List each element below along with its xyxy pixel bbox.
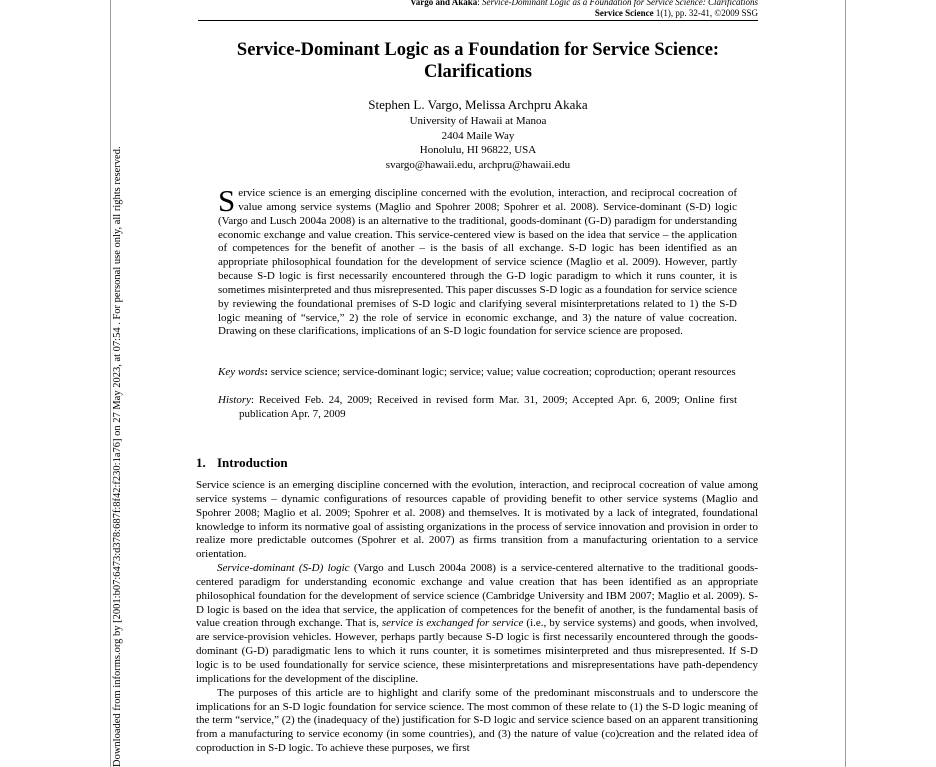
affiliation-city: Honolulu, HI 96822, USA [419, 144, 537, 156]
author-list: Stephen L. Vargo, Melissa Archpru Akaka [368, 97, 588, 112]
abstract [218, 183, 737, 339]
abstract-dropcap: S [218, 183, 236, 218]
history [218, 394, 737, 422]
author-emails: svargo@hawaii.edu, archpru@hawaii.edu [385, 159, 571, 171]
running-header-line-2 [198, 8, 758, 19]
body-text [196, 479, 758, 756]
body-paragraph-3: The purposes of this article are to highlight and clarify some of the predominant misconstruals and to underscore the implications for an S-D logic foundation for service science. The most common of these relate to (1) the S-D logic meaning of the term “service,” (2) the (inadequacy of the) justification for S-D logic and service science based on an apparent transitioning from a manufacturing to service economy (in some countries), and (3) the nature of value (co)creation and the related idea of coproduction in S-D logic. To achieve these purposes, we first [196, 686, 758, 755]
service-emphasis: service is exchanged for service [381, 617, 524, 630]
header-citation: 1(1), pp. 32-41, ©2009 SSG [653, 7, 758, 18]
body-paragraph-1: Service science is an emerging discipline concerned with the evolution, interaction, and reciprocal cocreation of value among service systems – dynamic configurations of resources capable of providing benefit to other service systems (Maglio and Spohrer 2008; Maglio et al. 2009; Spohrer et al. 2008) and themselves. It is motivated by a lack of integrated, foundational knowledge to inform its normative goal of assisting organizations in the process of service innovation and provision in order to realize more predictable outcomes (Spohrer et al. 2007) as firms transition from a manufacturing orientation to a service orientation. [196, 479, 758, 561]
keywords-colon: : [264, 366, 269, 378]
download-notice: Downloaded from informs.org by [2001:b07:6473:d378:687f:8f42:f230:1a76] on 27 May 2023, at 07:54 . For personal use only, all rights reserved. [112, 146, 123, 767]
affiliation-institution: University of Hawaii at Manoa [409, 115, 547, 127]
header-rule [198, 20, 758, 21]
section-title: Introduction [217, 455, 288, 470]
body-paragraph-2-part-a: (Vargo and Lusch 2004a 2008) is a service-centered alternative to the traditional goods-centered paradigm for understanding economic exchange and value creation that has been identified as an appropriate philosophical foundation for the development of service science (Cambridge University and IBM 2007; Maglio et al. 2009). S-D logic is based on the idea that service, the application of competences for the benefit of another, is the fundamental basis of value creation through exchange. That is, [196, 562, 758, 630]
abstract-text: ervice science is an emerging discipline concerned with the evolution, interaction, and reciprocal cocreation of value among service systems (Maglio and Spohrer 2008; Spohrer et al. 2008). Service-dominant (S-D) logic (Vargo and Lusch 2004a 2008) is an alternative to the traditional, goods-dominant (G-D) paradigm for understanding economic exchange and value creation. This service-centered view is based on the idea that service – the application of competences for the benefit of another – is the basis of all exchange. S-D logic has been identified as an appropriate philosophical foundation for the development of service science (Maglio et al. 2009). However, partly because S-D logic is first necessarily encountered through the G-D logic paradigm to which it runs counter, it is sometimes misinterpreted and thus misrepresented. This paper discusses S-D logic as a foundation for service science by reviewing the foundational premises of S-D logic and clarifying several misinterpretations related to 1) the S-D logic meaning of “service,” 2) the role of service in economic exchange, and 3) the nature of value cocreation. Drawing on these clarifications, implications of an S-D logic foundation for service science are proposed. [218, 187, 737, 338]
header-authors: Vargo and Akaka [410, 0, 478, 7]
section-number: 1. [196, 455, 206, 470]
running-header [198, 0, 758, 18]
header-separator: : [477, 0, 483, 7]
keywords [218, 366, 737, 380]
body-paragraph-2 [196, 562, 758, 687]
paper-title: Service-Dominant Logic as a Foundation for Service Science: Clarifications [236, 40, 720, 82]
sd-logic-term: Service-dominant (S-D) logic [217, 562, 350, 575]
keywords-text: service science; service-dominant logic; service; value; value cocreation; coproduction; operant resources [268, 366, 736, 378]
header-short-title: Service-Dominant Logic as a Foundation for Service Science: Clarifications [482, 0, 758, 7]
history-text: : Received Feb. 24, 2009; Received in revised form Mar. 31, 2009; Accepted Apr. 6, 2009; Online first publication Apr. 7, 2009 [239, 394, 737, 420]
history-label: History [218, 394, 251, 406]
affiliation-street: 2404 Maile Way [441, 130, 515, 142]
keywords-label: Key words [218, 366, 265, 378]
header-journal: Service Science [594, 7, 654, 18]
running-header-line-1 [198, 0, 758, 8]
section-heading [196, 455, 756, 471]
body-paragraph-2-part-b: (i.e., by service systems) and goods, when involved, are service-provision vehicles. However, perhaps partly because S-D logic is first necessarily encountered through the goods-dominant (G-D) paradigmatic lens to which it runs counter, it is sometimes misinterpreted and thus misrepresented. If S-D logic is to be used foundationally for service science, these misinterpretations and misrepresentations have path-dependency implications for the development of the discipline. [196, 617, 759, 685]
